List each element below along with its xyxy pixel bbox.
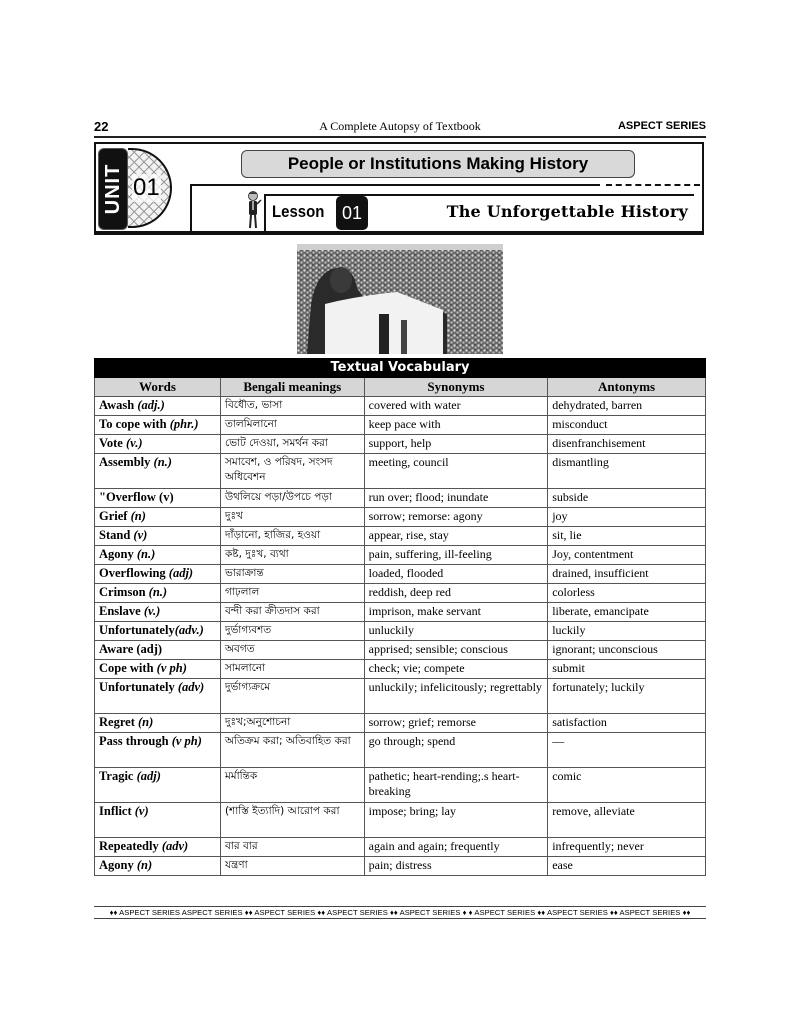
header-rule <box>94 136 706 138</box>
cell-bengali-meaning: যন্ত্রণা <box>220 857 364 876</box>
cell-synonyms: keep pace with <box>364 416 548 435</box>
cell-antonyms: colorless <box>548 584 706 603</box>
cell-antonyms: comic <box>548 768 706 803</box>
part-of-speech: (v ph) <box>156 661 187 675</box>
table-row <box>95 584 706 603</box>
cell-synonyms: sorrow; remorse: agony <box>364 508 548 527</box>
part-of-speech: (v.) <box>125 436 143 450</box>
table-row <box>95 489 706 508</box>
cell-synonyms: unluckily; infelicitously; regrettably <box>364 679 548 714</box>
word-text: To cope with <box>99 417 170 431</box>
cell-bengali-meaning: বন্দী করা ক্রীতদাস করা <box>220 603 364 622</box>
cell-bengali-meaning: বার বার <box>220 838 364 857</box>
unit-lesson-banner <box>94 142 704 234</box>
word-text: Grief <box>99 509 131 523</box>
cell-word <box>95 660 221 679</box>
word-text: Tragic <box>99 769 137 783</box>
cell-synonyms: imprison, make servant <box>364 603 548 622</box>
cell-synonyms: apprised; sensible; conscious <box>364 641 548 660</box>
table-row <box>95 641 706 660</box>
vocabulary-table <box>94 358 706 876</box>
table-row <box>95 857 706 876</box>
part-of-speech: (adv.) <box>174 623 204 637</box>
cell-word <box>95 622 221 641</box>
teacher-figure-icon <box>246 190 262 230</box>
part-of-speech: (phr.) <box>169 417 199 431</box>
table-row <box>95 454 706 489</box>
cell-synonyms: sorrow; grief; remorse <box>364 714 548 733</box>
word-text: Cope with <box>99 661 157 675</box>
cell-antonyms: joy <box>548 508 706 527</box>
cell-bengali-meaning: দুর্ভাগ্যবশত <box>220 622 364 641</box>
cell-antonyms: misconduct <box>548 416 706 435</box>
cell-word <box>95 435 221 454</box>
cell-synonyms: appear, rise, stay <box>364 527 548 546</box>
cell-antonyms: dehydrated, barren <box>548 397 706 416</box>
table-row <box>95 679 706 714</box>
cell-bengali-meaning: দুঃখ <box>220 508 364 527</box>
frame-line <box>190 184 600 186</box>
part-of-speech: (n) <box>137 715 154 729</box>
cell-bengali-meaning: অতিক্রম করা; অতিবাহিত করা <box>220 733 364 768</box>
column-header-synonyms: Synonyms <box>364 378 548 397</box>
cell-word <box>95 397 221 416</box>
cell-synonyms: covered with water <box>364 397 548 416</box>
part-of-speech: (v.) <box>143 604 161 618</box>
part-of-speech: (n) <box>136 858 153 872</box>
table-row <box>95 603 706 622</box>
cell-bengali-meaning: (শাস্তি ইত্যাদি) আরোপ করা <box>220 803 364 838</box>
word-text: Assembly <box>99 455 154 469</box>
cell-word <box>95 768 221 803</box>
cell-synonyms: loaded, flooded <box>364 565 548 584</box>
cell-bengali-meaning: সমাবেশ, ও পরিষদ, সংসদ অধিবেশন <box>220 454 364 489</box>
cell-word <box>95 489 221 508</box>
cell-antonyms: remove, alleviate <box>548 803 706 838</box>
part-of-speech: (adj) <box>168 566 194 580</box>
cell-bengali-meaning: গাঢ়লাল <box>220 584 364 603</box>
frame-line <box>264 194 694 196</box>
word-text: Aware (adj) <box>99 642 163 656</box>
word-text: Unfortunately <box>99 623 175 637</box>
cell-synonyms: go through; spend <box>364 733 548 768</box>
cell-antonyms: disenfranchisement <box>548 435 706 454</box>
table-row <box>95 435 706 454</box>
word-text: "Overflow (v) <box>99 490 174 504</box>
part-of-speech: (v) <box>133 528 148 542</box>
cell-word <box>95 416 221 435</box>
cell-synonyms: pathetic; heart-rending;.s heart-breaking <box>364 768 548 803</box>
cell-word <box>95 679 221 714</box>
footer-rule <box>94 906 706 907</box>
cell-synonyms: pain; distress <box>364 857 548 876</box>
cell-synonyms: meeting, council <box>364 454 548 489</box>
unit-label: UNIT <box>102 163 124 215</box>
dashed-divider <box>606 184 700 186</box>
cell-bengali-meaning: দাঁড়ানো, হাজির, হওয়া <box>220 527 364 546</box>
cell-bengali-meaning: দুর্ভাগ্যক্রমে <box>220 679 364 714</box>
cell-word <box>95 838 221 857</box>
cell-antonyms: Joy, contentment <box>548 546 706 565</box>
cell-word <box>95 603 221 622</box>
cell-word <box>95 714 221 733</box>
word-text: Agony <box>99 858 137 872</box>
cell-antonyms: sit, lie <box>548 527 706 546</box>
table-row <box>95 714 706 733</box>
table-row <box>95 733 706 768</box>
part-of-speech: (v ph) <box>171 734 202 748</box>
word-text: Overflowing <box>99 566 169 580</box>
cell-antonyms: satisfaction <box>548 714 706 733</box>
footer-rule <box>94 918 706 919</box>
cell-synonyms: check; vie; compete <box>364 660 548 679</box>
cell-bengali-meaning: উথলিয়ে পড়া/উপচে পড়া <box>220 489 364 508</box>
cell-antonyms: liberate, emancipate <box>548 603 706 622</box>
cell-bengali-meaning: ভোট দেওয়া, সমর্থন করা <box>220 435 364 454</box>
cell-synonyms: again and again; frequently <box>364 838 548 857</box>
column-header-words: Words <box>95 378 221 397</box>
chapter-title: People or Institutions Making History <box>241 150 635 178</box>
footer-series-strip: ♦♦ ASPECT SERIES ASPECT SERIES ♦♦ ASPECT SERIES ♦♦ ASPECT SERIES ♦♦ ASPECT SERIES ♦ ♦ ASPECT SERIES ♦♦ ASPECT SERIES ♦♦ ASPECT SERIES ♦♦ <box>109 908 691 917</box>
part-of-speech: (v) <box>134 804 149 818</box>
cell-antonyms: subside <box>548 489 706 508</box>
frame-line <box>264 194 266 232</box>
table-row <box>95 768 706 803</box>
part-of-speech: (n.) <box>148 585 168 599</box>
word-text: Vote <box>99 436 126 450</box>
word-text: Pass through <box>99 734 172 748</box>
frame-line <box>190 184 192 232</box>
series-name: ASPECT SERIES <box>617 120 706 132</box>
cell-antonyms: submit <box>548 660 706 679</box>
part-of-speech: (adj) <box>136 769 161 783</box>
word-text: Stand <box>99 528 134 542</box>
cell-word <box>95 527 221 546</box>
lesson-label: Lesson <box>272 202 325 221</box>
cell-bengali-meaning: ভারাক্রান্ত <box>220 565 364 584</box>
unit-tab <box>98 148 128 230</box>
cell-word <box>95 733 221 768</box>
cell-word <box>95 508 221 527</box>
part-of-speech: (adj.) <box>137 398 165 412</box>
cell-bengali-meaning: কষ্ট, দুঃখ, ব্যথা <box>220 546 364 565</box>
cell-antonyms: dismantling <box>548 454 706 489</box>
cell-bengali-meaning: সামলানো <box>220 660 364 679</box>
word-text: Awash <box>99 398 138 412</box>
lesson-number: 01 <box>336 196 368 230</box>
part-of-speech: (adv) <box>161 839 189 853</box>
cell-word <box>95 641 221 660</box>
book-title: A Complete Autopsy of Textbook <box>319 119 481 133</box>
cell-antonyms: — <box>548 733 706 768</box>
table-row <box>95 527 706 546</box>
cell-word <box>95 565 221 584</box>
photo-image <box>297 244 503 354</box>
table-row <box>95 546 706 565</box>
word-text: Inflict <box>99 804 135 818</box>
crowd-rally-photo <box>297 244 503 354</box>
lesson-title: The Unforgettable History <box>446 202 688 221</box>
word-text: Unfortunately <box>99 680 178 694</box>
cell-bengali-meaning: মর্মান্তিক <box>220 768 364 803</box>
vocabulary-rows <box>95 397 706 876</box>
cell-word <box>95 454 221 489</box>
table-row <box>95 565 706 584</box>
cell-antonyms: ignorant; unconscious <box>548 641 706 660</box>
unit-number: 01 <box>133 174 160 201</box>
cell-antonyms: ease <box>548 857 706 876</box>
cell-word <box>95 546 221 565</box>
table-row <box>95 660 706 679</box>
cell-synonyms: unluckily <box>364 622 548 641</box>
cell-antonyms: infrequently; never <box>548 838 706 857</box>
cell-antonyms: luckily <box>548 622 706 641</box>
cell-synonyms: reddish, deep red <box>364 584 548 603</box>
cell-synonyms: support, help <box>364 435 548 454</box>
table-row <box>95 416 706 435</box>
cell-synonyms: pain, suffering, ill-feeling <box>364 546 548 565</box>
part-of-speech: (n.) <box>153 455 172 469</box>
table-row <box>95 622 706 641</box>
cell-word <box>95 584 221 603</box>
cell-antonyms: fortunately; luckily <box>548 679 706 714</box>
part-of-speech: (n.) <box>136 547 156 561</box>
table-caption: Textual Vocabulary <box>95 359 706 378</box>
unit-number-box <box>128 148 172 228</box>
page-number: 22 <box>94 119 109 134</box>
cell-antonyms: drained, insufficient <box>548 565 706 584</box>
table-row <box>95 803 706 838</box>
word-text: Regret <box>99 715 138 729</box>
word-text: Crimson <box>99 585 149 599</box>
column-header-antonyms: Antonyms <box>548 378 706 397</box>
cell-word <box>95 803 221 838</box>
table-row <box>95 397 706 416</box>
running-head <box>94 118 706 136</box>
cell-word <box>95 857 221 876</box>
word-text: Agony <box>99 547 137 561</box>
table-row <box>95 838 706 857</box>
banner-bottom-rule <box>94 231 704 235</box>
cell-bengali-meaning: দুঃখ;অনুশোচনা <box>220 714 364 733</box>
cell-synonyms: impose; bring; lay <box>364 803 548 838</box>
part-of-speech: (adv) <box>177 680 205 694</box>
cell-bengali-meaning: অবগত <box>220 641 364 660</box>
table-row <box>95 508 706 527</box>
word-text: Repeatedly <box>99 839 162 853</box>
word-text: Enslave <box>99 604 144 618</box>
column-header-bengali: Bengali meanings <box>220 378 364 397</box>
cell-bengali-meaning: তালমিলানো <box>220 416 364 435</box>
part-of-speech: (n) <box>130 509 146 523</box>
cell-synonyms: run over; flood; inundate <box>364 489 548 508</box>
cell-bengali-meaning: বিধৌত, ভাসা <box>220 397 364 416</box>
